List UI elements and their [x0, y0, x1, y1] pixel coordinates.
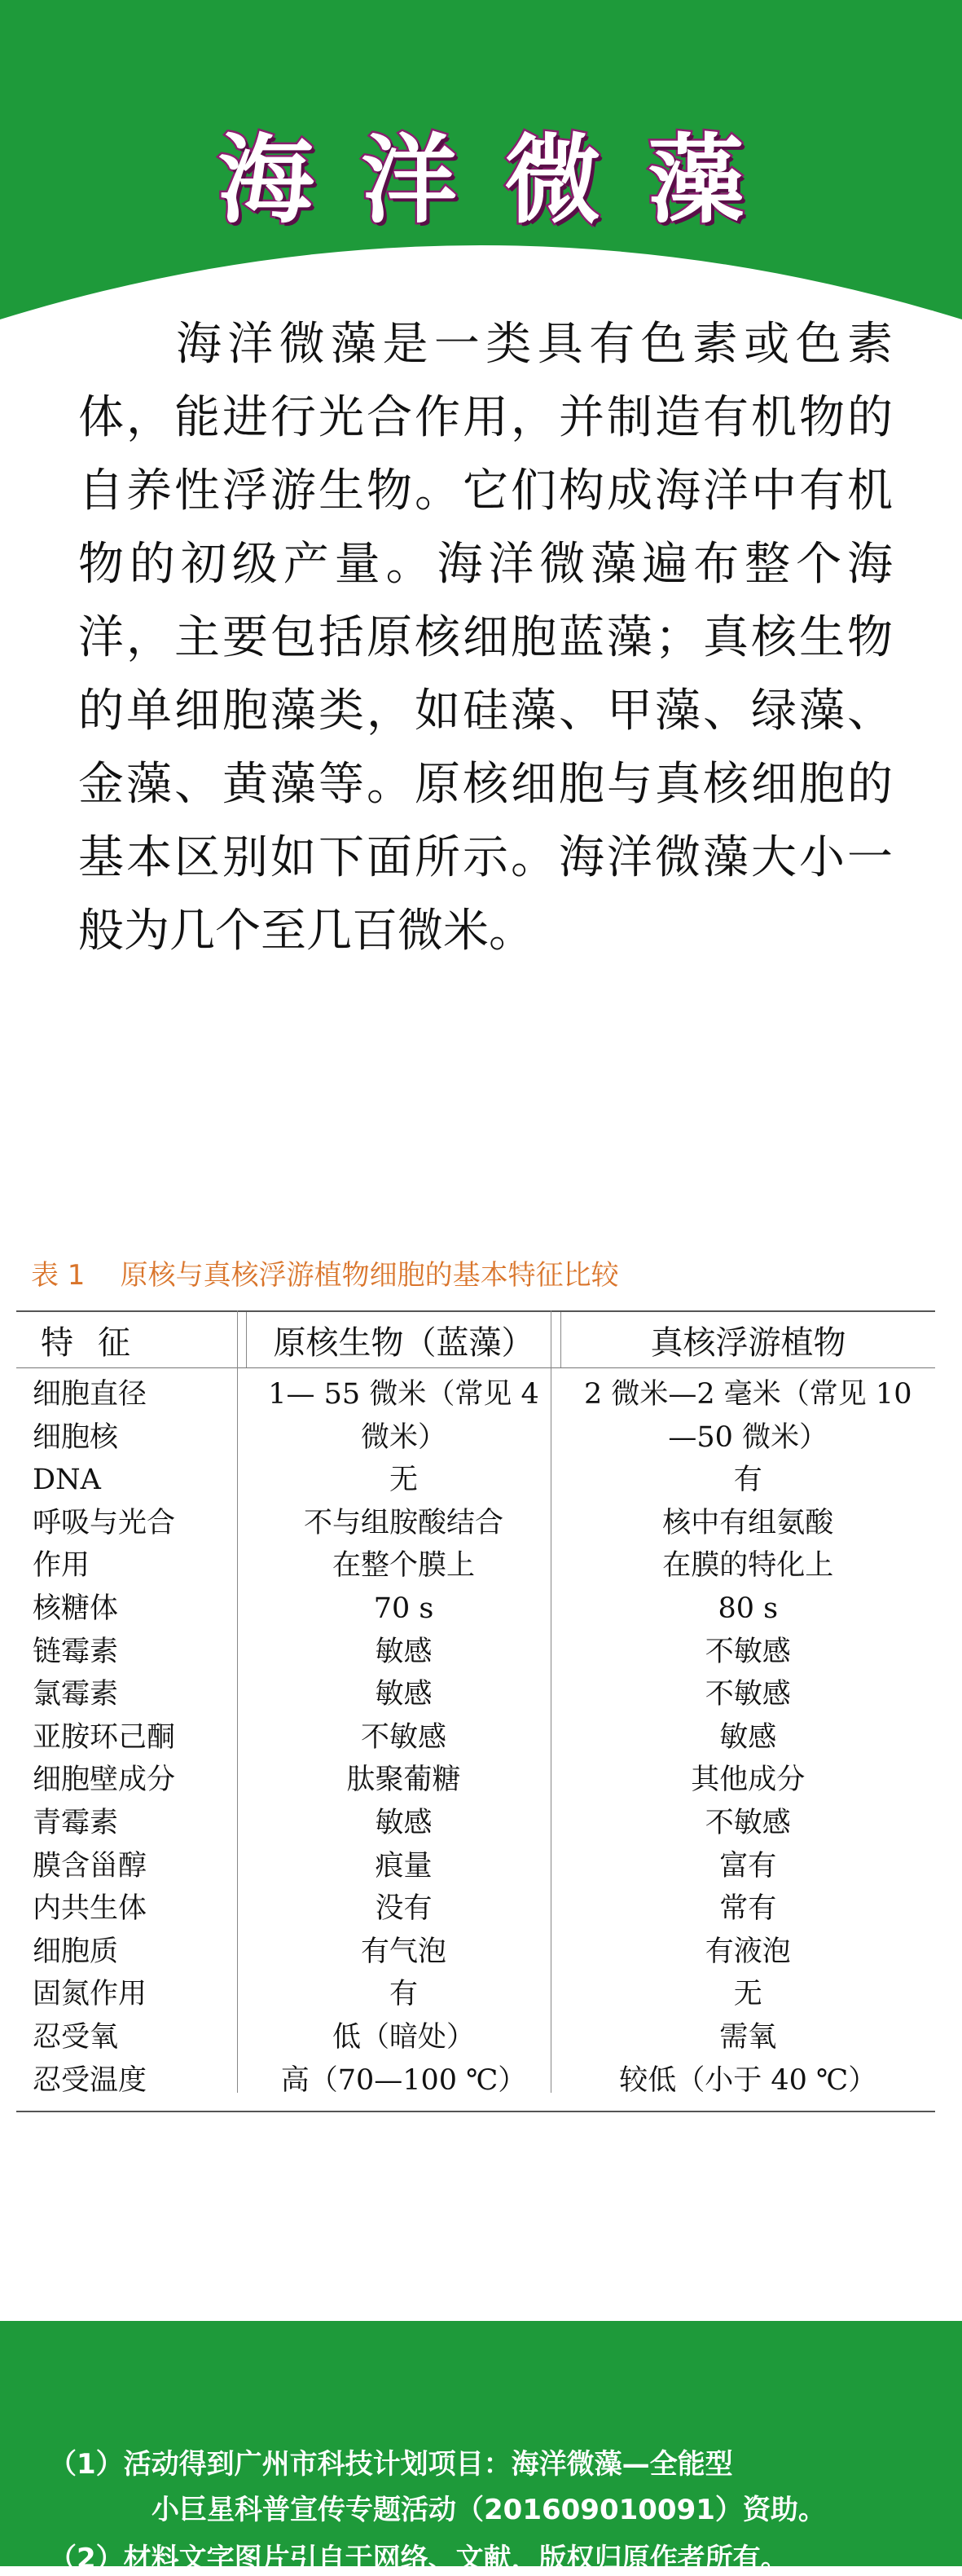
cell-prokaryote: 肽聚葡糖 [346, 1764, 461, 1797]
cell-feature: 细胞壁成分 [33, 1764, 176, 1797]
footer-note-1-line-2: 小巨星科普宣传专题活动（201609010091）资助。 [152, 2494, 826, 2526]
cell-feature: 膜含甾醇 [33, 1849, 147, 1882]
table-row [16, 1716, 935, 1759]
cell-eukaryote: 其他成分 [691, 1764, 806, 1797]
cell-feature: 氯霉素 [33, 1678, 119, 1711]
cell-eukaryote: 无 [733, 1978, 762, 2011]
cell-feature: 呼吸与光合 [33, 1506, 176, 1539]
cell-eukaryote: 核中有组氨酸 [662, 1506, 834, 1539]
cell-feature: 核糖体 [33, 1592, 119, 1625]
cell-eukaryote: 敏感 [719, 1720, 777, 1754]
cell-feature: 内共生体 [33, 1892, 147, 1926]
cell-prokaryote: 有气泡 [360, 1935, 446, 1968]
cell-eukaryote: 有液泡 [705, 1935, 791, 1968]
table-row [16, 1973, 935, 2016]
footer-note-2: （2）材料文字图片引自于网络、文献，版权归原作者所有。 [49, 2543, 788, 2575]
cell-feature: DNA [33, 1464, 101, 1497]
cell-feature: 细胞直径 [33, 1378, 147, 1411]
cell-eukaryote: 不敏感 [705, 1678, 791, 1711]
cell-prokaryote: 1— 55 微米（常见 4 [268, 1378, 539, 1411]
header-feature: 特征 [16, 1311, 247, 1368]
table-row [16, 1502, 935, 1545]
table-bottom-rule [16, 2111, 935, 2112]
table-body [16, 1368, 935, 2103]
header-eukaryote: 真核浮游植物 [561, 1311, 936, 1368]
cell-eukaryote: 较低（小于 40 ℃） [619, 2063, 877, 2097]
cell-feature: 细胞质 [33, 1935, 119, 1968]
table-caption: 表 1 原核与真核浮游植物细胞的基本特征比较 [31, 1259, 619, 1292]
cell-feature: 链霉素 [33, 1635, 119, 1668]
cell-prokaryote: 不与组胺酸结合 [303, 1506, 503, 1539]
table-row [16, 2016, 935, 2059]
cell-prokaryote: 微米） [360, 1420, 446, 1454]
column-divider-1 [237, 1310, 238, 2093]
cell-feature: 固氮作用 [33, 1978, 147, 2011]
table-row [16, 1631, 935, 1674]
cell-prokaryote: 有 [389, 1978, 418, 2011]
cell-eukaryote: 常有 [719, 1892, 777, 1926]
cell-prokaryote: 高（70—100 ℃） [280, 2063, 527, 2097]
footer-note-1-line-1: （1）活动得到广州市科技计划项目：海洋微藻—全能型 [49, 2448, 733, 2481]
cell-eukaryote: 有 [733, 1464, 762, 1497]
cell-feature: 亚胺环己酮 [33, 1720, 176, 1754]
cell-eukaryote: 富有 [719, 1849, 777, 1882]
header-prokaryote: 原核生物（蓝藻） [247, 1311, 561, 1368]
cell-feature: 细胞核 [33, 1420, 119, 1454]
cell-eukaryote: 不敏感 [705, 1635, 791, 1668]
cell-feature: 忍受氧 [33, 2020, 119, 2054]
cell-prokaryote: 70 s [373, 1592, 434, 1625]
cell-prokaryote: 敏感 [375, 1635, 433, 1668]
cell-eukaryote: 需氧 [719, 2020, 777, 2054]
cell-eukaryote: —50 微米） [668, 1420, 828, 1454]
table-header-row [16, 1311, 935, 1368]
table-row [16, 1587, 935, 1631]
cell-feature: 作用 [33, 1549, 90, 1583]
intro-paragraph: 海洋微藻是一类具有色素或色素体，能进行光合作用，并制造有机物的自养性浮游生物。它们构成海洋中有机物的初级产量。海洋微藻遍布整个海洋，主要包括原核细胞蓝藻；真核生物的单细胞藻类，如硅藻、甲藻、绿藻、金藻、黄藻等。原核细胞与真核细胞的基本区别如下面所示。海洋微藻大小一般为几个至几百微米。 [78, 318, 893, 958]
cell-prokaryote: 痕量 [375, 1849, 433, 1882]
table-row [16, 1416, 935, 1460]
cell-prokaryote: 无 [389, 1464, 418, 1497]
cell-feature: 忍受温度 [33, 2063, 147, 2097]
cell-eukaryote: 2 微米—2 毫米（常见 10 [584, 1378, 912, 1411]
cell-prokaryote: 敏感 [375, 1806, 433, 1839]
cell-prokaryote: 不敏感 [360, 1720, 446, 1754]
table-row [16, 2059, 935, 2103]
cell-prokaryote: 在整个膜上 [332, 1549, 475, 1583]
cell-eukaryote: 在膜的特化上 [662, 1549, 834, 1583]
table-row [16, 1673, 935, 1716]
table-row [16, 1368, 935, 1416]
table-row [16, 1802, 935, 1845]
cell-eukaryote: 不敏感 [705, 1806, 791, 1839]
comparison-table [16, 1310, 935, 2102]
table-row [16, 1759, 935, 1802]
page-title: 海洋微藻 [217, 124, 792, 237]
comparison-table-wrapper [16, 1310, 935, 2102]
cell-prokaryote: 低（暗处） [332, 2020, 475, 2054]
table-row [16, 1544, 935, 1587]
cell-prokaryote: 没有 [375, 1892, 433, 1926]
cell-prokaryote: 敏感 [375, 1678, 433, 1711]
cell-feature: 青霉素 [33, 1806, 119, 1839]
table-row [16, 1845, 935, 1888]
table-row [16, 1931, 935, 1974]
table-row [16, 1459, 935, 1502]
cell-eukaryote: 80 s [718, 1592, 779, 1625]
table-row [16, 1887, 935, 1931]
